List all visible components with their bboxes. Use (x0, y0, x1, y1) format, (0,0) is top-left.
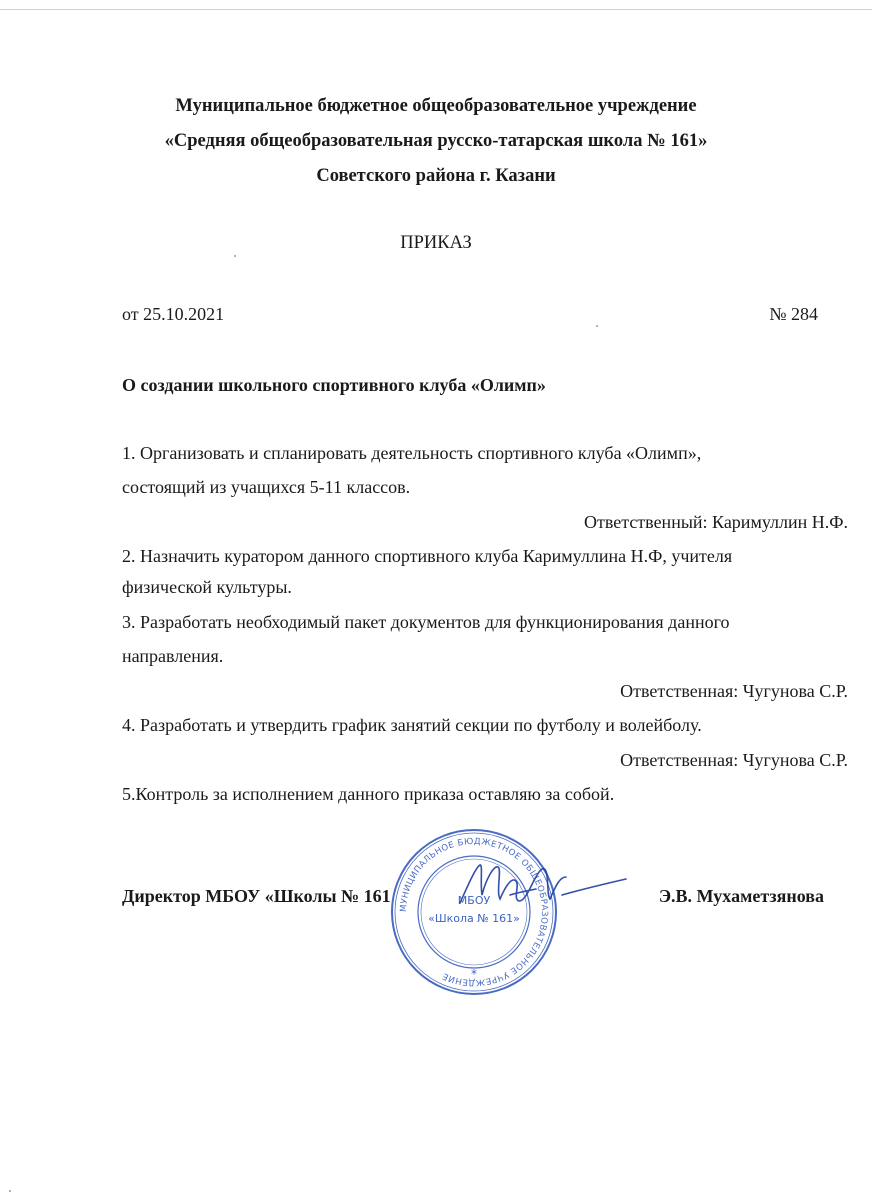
svg-text:МУНИЦИПАЛЬНОЕ БЮДЖЕТНОЕ ОБЩЕОБ: МУНИЦИПАЛЬНОЕ БЮДЖЕТНОЕ ОБЩЕОБРАЗОВАТЕЛЬНОЕ УЧРЕЖДЕНИЕ (398, 836, 550, 988)
seal-center-line-1: МБОУ (457, 894, 491, 907)
signatory-name: Э.В. Мухаметзянова (658, 886, 824, 906)
org-line-1: Муниципальное бюджетное общеобразовательное учреждение (175, 96, 697, 116)
scan-speck (234, 255, 236, 257)
item-4-responsible: Ответственная: Чугунова С.Р. (620, 750, 848, 770)
handwritten-signature (450, 855, 630, 925)
org-line-3: Советского района г. Казани (316, 166, 556, 186)
document-title: ПРИКАЗ (400, 233, 472, 253)
document-subject: О создании школьного спортивного клуба «Олимп» (122, 375, 546, 395)
signatory-position: Директор МБОУ «Школы № 161 (122, 886, 391, 906)
document-date: от 25.10.2021 (122, 304, 225, 324)
seal-center-line-2: «Школа № 161» (428, 912, 520, 925)
org-line-2: «Средняя общеобразовательная русско-татарская школа № 161» (164, 131, 708, 151)
scan-speck (596, 325, 598, 327)
item-3-responsible: Ответственная: Чугунова С.Р. (620, 681, 848, 701)
item-5-line-1: 5.Контроль за исполнением данного приказа оставляю за собой. (122, 784, 615, 804)
scan-speck (9, 1190, 11, 1192)
item-1-responsible: Ответственный: Каримуллин Н.Ф. (583, 512, 848, 532)
item-1-line-1: 1. Организовать и спланировать деятельность спортивного клуба «Олимп», (122, 443, 702, 463)
item-3-line-1: 3. Разработать необходимый пакет документов для функционирования данного (122, 612, 730, 632)
svg-text:*: * (471, 967, 477, 981)
scan-edge-line (0, 9, 872, 10)
item-1-line-2: состоящий из учащихся 5-11 классов. (122, 477, 411, 497)
item-2-line-2: физической культуры. (122, 577, 292, 597)
item-3-line-2: направления. (122, 646, 224, 666)
document-number: № 284 (769, 304, 818, 324)
item-4-line-1: 4. Разработать и утвердить график занятий секции по футболу и волейболу. (122, 715, 702, 735)
item-2-line-1: 2. Назначить куратором данного спортивного клуба Каримуллина Н.Ф, учителя (122, 546, 733, 566)
